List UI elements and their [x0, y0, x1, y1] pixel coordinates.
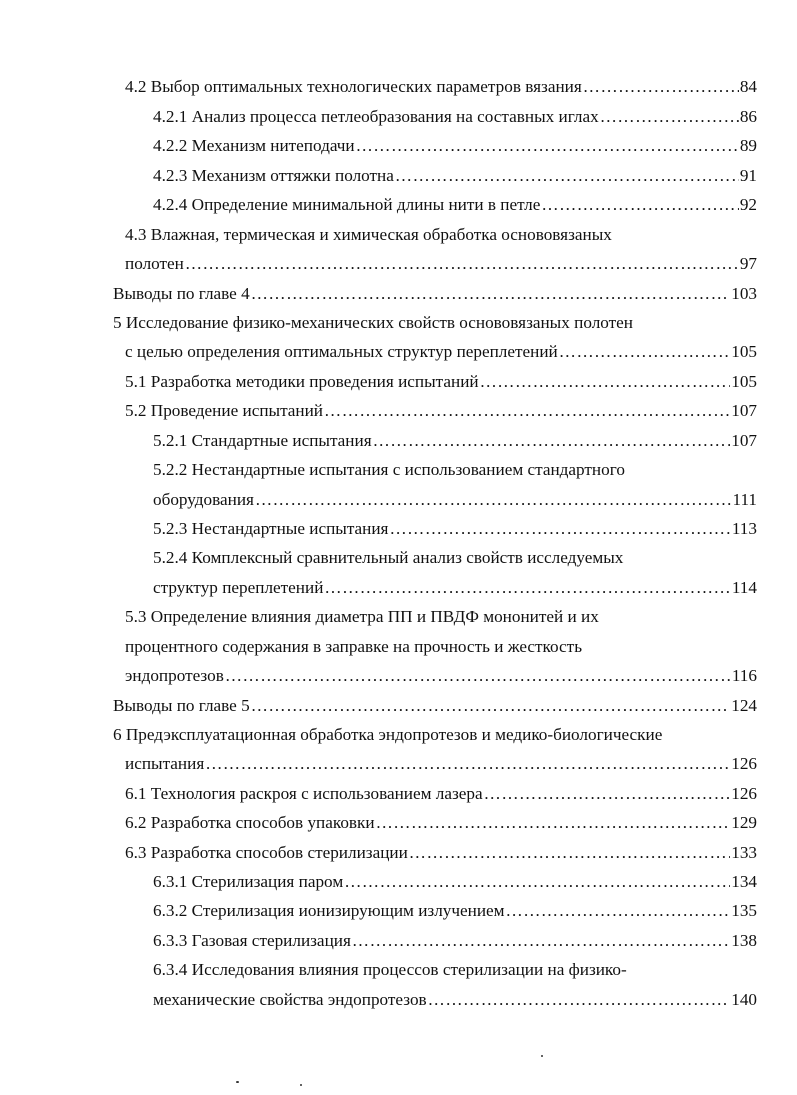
toc-entry-title: 6 Предэксплуатационная обработка эндопротезов и медико-биологические — [113, 725, 663, 744]
toc-entry — [153, 107, 757, 127]
toc-entry-title: 4.2.2 Механизм нитеподачи — [153, 136, 355, 155]
toc-leader-dots — [205, 754, 730, 774]
toc-entry-title: структур переплетений — [153, 578, 324, 597]
toc-entry-title: 4.2.1 Анализ процесса петлеобразования на составных иглах — [153, 107, 599, 126]
toc-entry-page: 86 — [739, 107, 757, 126]
toc-entry-title: 4.2.4 Определение минимальной длины нити в петле — [153, 195, 541, 214]
toc-entry — [125, 754, 757, 774]
toc-entry — [125, 254, 757, 274]
toc-entry-title: 5.2.1 Стандартные испытания — [153, 431, 372, 450]
toc-entry-title: Выводы по главе 4 — [113, 284, 250, 303]
toc-leader-dots — [373, 431, 731, 451]
toc-entry — [125, 843, 757, 863]
toc-entry — [125, 784, 757, 804]
toc-leader-dots — [506, 901, 731, 921]
toc-entry-page: 91 — [739, 166, 757, 185]
toc-entry-title: процентного содержания в заправке на прочность и жесткость — [125, 637, 583, 656]
toc-entry-title: 6.3.2 Стерилизация ионизирующим излучением — [153, 901, 505, 920]
toc-entry-page: 126 — [731, 784, 757, 803]
toc-entry — [153, 990, 757, 1010]
toc-entry-title: 5.1 Разработка методики проведения испытаний — [125, 372, 479, 391]
toc-leader-dots — [324, 401, 730, 421]
toc-entry-page: 129 — [731, 813, 757, 832]
toc-entry-title: Выводы по главе 5 — [113, 696, 250, 715]
toc-entry — [125, 342, 757, 362]
toc-entry-page: 89 — [739, 136, 757, 155]
toc-leader-dots — [480, 372, 731, 392]
toc-entry-title: 6.3.1 Стерилизация паром — [153, 872, 344, 891]
toc-entry-page: 134 — [731, 872, 757, 891]
toc-leader-dots — [376, 813, 731, 833]
toc-entry-page: 107 — [731, 431, 757, 450]
toc-entry — [125, 372, 757, 392]
toc-leader-dots — [251, 696, 731, 716]
toc-entry — [125, 666, 757, 686]
toc-entry-title: механические свойства эндопротезов — [153, 990, 427, 1009]
scan-speck — [541, 1055, 543, 1057]
toc-leader-dots — [559, 342, 730, 362]
toc-entry — [153, 519, 757, 539]
toc-entry-page: 126 — [731, 754, 757, 773]
toc-entry-page: 103 — [731, 284, 757, 303]
toc-leader-dots — [185, 254, 739, 274]
toc-leader-dots — [395, 166, 739, 186]
scan-speck — [300, 1084, 302, 1086]
toc-entry-page: 97 — [739, 254, 757, 273]
toc-entry-title: полотен — [125, 254, 184, 273]
toc-entry — [153, 578, 757, 598]
toc-entry-page: 133 — [731, 843, 757, 862]
toc-entry-page: 84 — [739, 77, 757, 96]
toc-entry — [153, 901, 757, 921]
toc-entry-title: 5.3 Определение влияния диаметра ПП и ПВДФ мононитей и их — [125, 607, 599, 626]
toc-entry-title: 5.2 Проведение испытаний — [125, 401, 324, 420]
toc-entry-title: 5.2.2 Нестандартные испытания с использованием стандартного — [153, 460, 625, 479]
toc-leader-dots — [324, 578, 730, 598]
toc-entry-page: 135 — [731, 901, 757, 920]
toc-leader-dots — [428, 990, 731, 1010]
toc-leader-dots — [255, 490, 732, 510]
toc-entry — [113, 284, 757, 304]
toc-entry-title: 5 Исследование физико-механических свойств основовязаных полотен — [113, 313, 633, 332]
toc-entry-title: 5.2.4 Комплексный сравнительный анализ свойств исследуемых — [153, 548, 624, 567]
toc-entry — [125, 77, 757, 97]
toc-leader-dots — [409, 843, 730, 863]
toc-entry-title: испытания — [125, 754, 205, 773]
toc-entry — [153, 431, 757, 451]
toc-entry-title: 6.3.4 Исследования влияния процессов стерилизации на физико- — [153, 960, 627, 979]
toc-leader-dots — [225, 666, 731, 686]
toc-leader-dots — [352, 931, 730, 951]
toc-entry-title: 6.3 Разработка способов стерилизации — [125, 843, 408, 862]
toc-entry-title: 5.2.3 Нестандартные испытания — [153, 519, 389, 538]
toc-entry — [153, 166, 757, 186]
toc-entry-title: 6.1 Технология раскроя с использованием лазера — [125, 784, 483, 803]
toc-entry-page: 138 — [731, 931, 757, 950]
toc-leader-dots — [583, 77, 739, 97]
toc-leader-dots — [541, 195, 738, 215]
toc-entry — [153, 872, 757, 892]
toc-entry-title: эндопротезов — [125, 666, 224, 685]
toc-entry-page: 92 — [739, 195, 757, 214]
toc-entry — [153, 195, 757, 215]
toc-entry — [153, 931, 757, 951]
toc-entry — [113, 696, 757, 716]
toc-entry-title: 6.2 Разработка способов упаковки — [125, 813, 375, 832]
toc-entry-title: с целью определения оптимальных структур переплетений — [125, 342, 558, 361]
toc-entry-title: 4.3 Влажная, термическая и химическая обработка основовязаных — [125, 225, 612, 244]
toc-entry-title: 4.2.3 Механизм оттяжки полотна — [153, 166, 394, 185]
toc-entry — [125, 813, 757, 833]
toc-entry-page: 113 — [731, 519, 757, 538]
toc-entry-page: 107 — [731, 401, 757, 420]
toc-entry — [153, 490, 757, 510]
toc-entry — [153, 136, 757, 156]
toc-leader-dots — [600, 107, 739, 127]
toc-leader-dots — [389, 519, 730, 539]
scan-speck — [236, 1081, 239, 1083]
toc-leader-dots — [484, 784, 731, 804]
toc-entry — [125, 401, 757, 421]
toc-entry-page: 111 — [732, 490, 757, 509]
toc-entry-page: 114 — [731, 578, 757, 597]
toc-leader-dots — [251, 284, 731, 304]
toc-entry-page: 124 — [731, 696, 757, 715]
toc-entry-page: 116 — [731, 666, 757, 685]
toc-entry-title: 4.2 Выбор оптимальных технологических параметров вязания — [125, 77, 582, 96]
toc-entry-page: 140 — [731, 990, 757, 1009]
toc-entry-title: 6.3.3 Газовая стерилизация — [153, 931, 351, 950]
toc-entry-page: 105 — [731, 342, 757, 361]
toc-leader-dots — [356, 136, 739, 156]
toc-entry-title: оборудования — [153, 490, 254, 509]
toc-leader-dots — [344, 872, 730, 892]
toc-entry-page: 105 — [731, 372, 757, 391]
